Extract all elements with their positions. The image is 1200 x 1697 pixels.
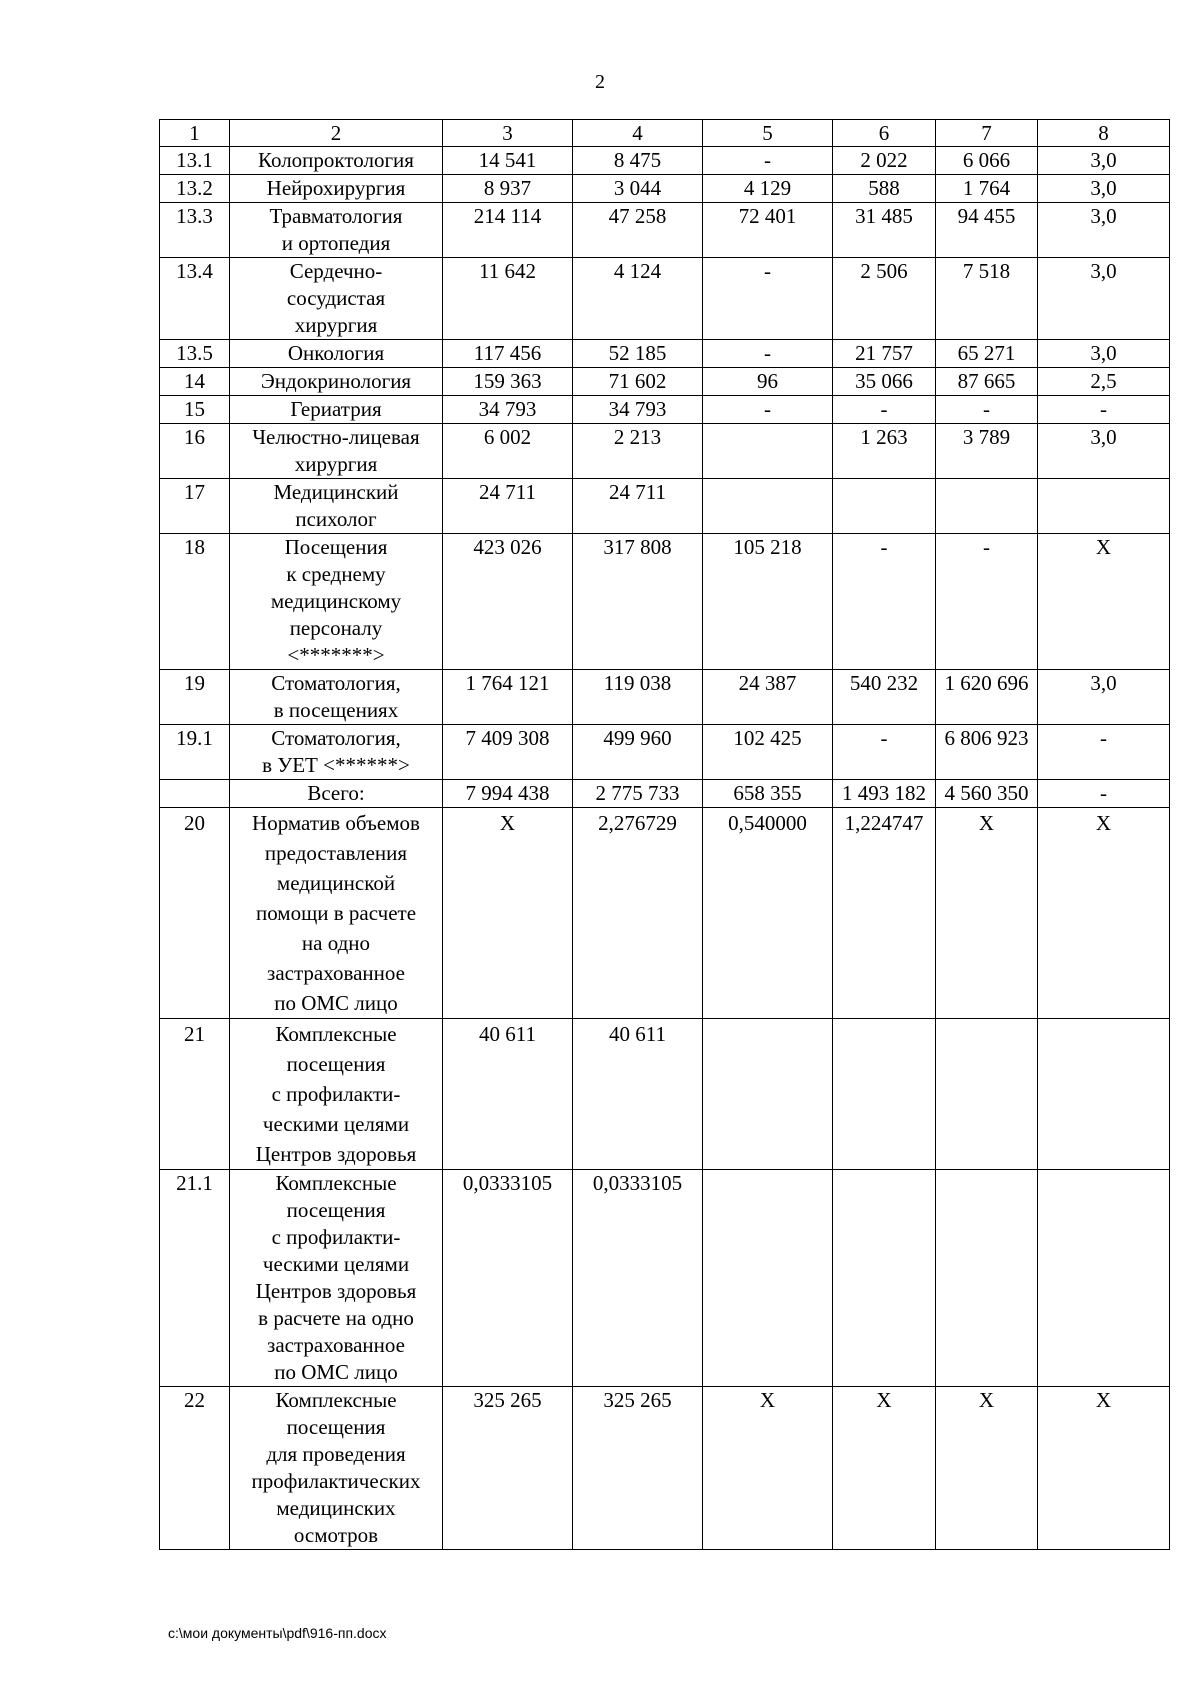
table-cell: 3 044	[573, 175, 703, 203]
table-cell: Гериатрия	[230, 396, 443, 424]
table-cell: Х	[1038, 534, 1170, 670]
table-cell: 94 455	[936, 203, 1038, 258]
table-cell: Х	[443, 808, 573, 1019]
table-cell: 19	[160, 670, 230, 725]
table-cell	[703, 424, 833, 479]
table-cell: 6 806 923	[936, 725, 1038, 780]
table-cell: Колопроктология	[230, 147, 443, 175]
table-cell: 96	[703, 368, 833, 396]
table-cell: 2 506	[833, 258, 936, 340]
table-cell: 540 232	[833, 670, 936, 725]
table-cell: 7 994 438	[443, 780, 573, 808]
table-cell: 21.1	[160, 1170, 230, 1387]
table-cell: 7	[936, 120, 1038, 147]
table-cell: 117 456	[443, 340, 573, 368]
table-row	[160, 424, 1170, 479]
table-cell: Х	[936, 808, 1038, 1019]
table-cell: 3,0	[1038, 258, 1170, 340]
table-row	[160, 479, 1170, 534]
table-cell: 34 793	[573, 396, 703, 424]
table-cell: 2 022	[833, 147, 936, 175]
table-cell: Стоматология, в посещениях	[230, 670, 443, 725]
table-cell: 4 124	[573, 258, 703, 340]
table-cell	[833, 479, 936, 534]
table-cell: 13.3	[160, 203, 230, 258]
table-cell: Стоматология, в УЕТ <******>	[230, 725, 443, 780]
table-cell: 423 026	[443, 534, 573, 670]
table-cell: 21 757	[833, 340, 936, 368]
table-cell: 0,0333105	[573, 1170, 703, 1387]
table-row	[160, 396, 1170, 424]
table-cell: 11 642	[443, 258, 573, 340]
table-cell: 16	[160, 424, 230, 479]
table-cell: 5	[703, 120, 833, 147]
table-cell	[833, 1019, 936, 1170]
table-cell: 24 387	[703, 670, 833, 725]
table-cell: 24 711	[573, 479, 703, 534]
table-row	[160, 670, 1170, 725]
table-cell: -	[1038, 780, 1170, 808]
table-cell: 20	[160, 808, 230, 1019]
table-cell: Х	[833, 1387, 936, 1550]
table-cell	[936, 1019, 1038, 1170]
table-cell	[833, 1170, 936, 1387]
table-cell: 0,0333105	[443, 1170, 573, 1387]
table-cell: 4	[573, 120, 703, 147]
table-cell: Х	[1038, 808, 1170, 1019]
table-cell	[1038, 479, 1170, 534]
table-body	[160, 120, 1170, 1550]
table-cell: 119 038	[573, 670, 703, 725]
table-cell: -	[1038, 396, 1170, 424]
page-number: 2	[595, 71, 605, 93]
table-cell: 3 789	[936, 424, 1038, 479]
table-cell: 3,0	[1038, 175, 1170, 203]
table-cell: 13.4	[160, 258, 230, 340]
table-cell: 17	[160, 479, 230, 534]
table-cell: 1 263	[833, 424, 936, 479]
table-cell: 14	[160, 368, 230, 396]
footer-file-path: c:\мои документы\pdf\916-пп.docx	[168, 1625, 387, 1641]
table-row	[160, 368, 1170, 396]
table-row	[160, 175, 1170, 203]
data-table	[159, 119, 1170, 1550]
table-cell: Комплексные посещения для проведения профилактических медицинских осмотров	[230, 1387, 443, 1550]
table-cell: Эндокринология	[230, 368, 443, 396]
table-cell: 3,0	[1038, 147, 1170, 175]
table-cell: 588	[833, 175, 936, 203]
table-cell: 52 185	[573, 340, 703, 368]
table-cell: 7 518	[936, 258, 1038, 340]
table-row	[160, 203, 1170, 258]
table-cell: 35 066	[833, 368, 936, 396]
table-cell	[1038, 1019, 1170, 1170]
table-cell: 71 602	[573, 368, 703, 396]
table-cell: 102 425	[703, 725, 833, 780]
table-cell: -	[703, 147, 833, 175]
table-cell: 1	[160, 120, 230, 147]
table-cell: -	[936, 396, 1038, 424]
table-cell: 1 493 182	[833, 780, 936, 808]
table-cell: 317 808	[573, 534, 703, 670]
table-cell: Челюстно-лицевая хирургия	[230, 424, 443, 479]
table-row	[160, 725, 1170, 780]
table-cell: 0,540000	[703, 808, 833, 1019]
table-cell: 4 560 350	[936, 780, 1038, 808]
table-cell: Сердечно- сосудистая хирургия	[230, 258, 443, 340]
table-cell	[703, 1019, 833, 1170]
table-cell	[703, 479, 833, 534]
table-cell: -	[703, 258, 833, 340]
table-cell: 14 541	[443, 147, 573, 175]
table-cell: -	[833, 534, 936, 670]
table-cell: -	[703, 340, 833, 368]
table-cell: Всего:	[230, 780, 443, 808]
table-cell: 3,0	[1038, 203, 1170, 258]
table-row	[160, 340, 1170, 368]
table-cell: Х	[936, 1387, 1038, 1550]
table-cell: 3,0	[1038, 340, 1170, 368]
table-cell: 499 960	[573, 725, 703, 780]
table-cell: 8 937	[443, 175, 573, 203]
table-cell: 1 620 696	[936, 670, 1038, 725]
table-cell: Посещения к среднему медицинскому персоналу <*******>	[230, 534, 443, 670]
table-cell: 87 665	[936, 368, 1038, 396]
table-cell: 325 265	[443, 1387, 573, 1550]
table-cell: 6	[833, 120, 936, 147]
table-row	[160, 1170, 1170, 1387]
table-cell: 2 775 733	[573, 780, 703, 808]
table-cell: 3,0	[1038, 424, 1170, 479]
table-cell: 658 355	[703, 780, 833, 808]
table-cell: 3,0	[1038, 670, 1170, 725]
table-cell: 2 213	[573, 424, 703, 479]
table-cell: 3	[443, 120, 573, 147]
table-row	[160, 258, 1170, 340]
table-cell: Х	[703, 1387, 833, 1550]
table-cell: 1 764	[936, 175, 1038, 203]
table-cell: 2	[230, 120, 443, 147]
table-cell	[160, 780, 230, 808]
table-cell: Нейрохирургия	[230, 175, 443, 203]
table-cell	[936, 479, 1038, 534]
table-cell: 34 793	[443, 396, 573, 424]
table-cell: 1 764 121	[443, 670, 573, 725]
table-row	[160, 780, 1170, 808]
table-cell: 40 611	[443, 1019, 573, 1170]
table-cell: 7 409 308	[443, 725, 573, 780]
table-cell: 2,276729	[573, 808, 703, 1019]
table-cell: 72 401	[703, 203, 833, 258]
table-cell: 15	[160, 396, 230, 424]
table-cell: Х	[1038, 1387, 1170, 1550]
table-cell	[936, 1170, 1038, 1387]
table-row	[160, 1019, 1170, 1170]
table-header-row	[160, 120, 1170, 147]
table-cell: Травматология и ортопедия	[230, 203, 443, 258]
table-row	[160, 534, 1170, 670]
table-cell: Норматив объемов предоставления медицинской помощи в расчете на одно застрахованное по ОМС лицо	[230, 808, 443, 1019]
table-cell: Медицинский психолог	[230, 479, 443, 534]
table-cell: 13.5	[160, 340, 230, 368]
table-cell: 47 258	[573, 203, 703, 258]
table-cell: 13.2	[160, 175, 230, 203]
table-cell: 21	[160, 1019, 230, 1170]
table-cell: Комплексные посещения с профилакти- ческими целями Центров здоровья	[230, 1019, 443, 1170]
table-row	[160, 1387, 1170, 1550]
table-cell: 2,5	[1038, 368, 1170, 396]
table-cell: 214 114	[443, 203, 573, 258]
table-cell: 6 066	[936, 147, 1038, 175]
table-cell: Комплексные посещения с профилакти- ческими целями Центров здоровья в расчете на одно застрахованное по ОМС лицо	[230, 1170, 443, 1387]
table-cell: 159 363	[443, 368, 573, 396]
table-cell: -	[1038, 725, 1170, 780]
table-cell: 19.1	[160, 725, 230, 780]
table-cell	[703, 1170, 833, 1387]
table-cell: 6 002	[443, 424, 573, 479]
table-cell: 24 711	[443, 479, 573, 534]
table-cell: 18	[160, 534, 230, 670]
table-cell: 8 475	[573, 147, 703, 175]
table-cell: Онкология	[230, 340, 443, 368]
table-cell: 22	[160, 1387, 230, 1550]
table-cell: -	[833, 396, 936, 424]
table-cell: 31 485	[833, 203, 936, 258]
table-cell: 105 218	[703, 534, 833, 670]
table-cell: 13.1	[160, 147, 230, 175]
table-cell: 8	[1038, 120, 1170, 147]
table-cell: -	[703, 396, 833, 424]
table-row	[160, 808, 1170, 1019]
table-cell: -	[936, 534, 1038, 670]
table-cell: 4 129	[703, 175, 833, 203]
table-cell: 40 611	[573, 1019, 703, 1170]
table-cell: 65 271	[936, 340, 1038, 368]
table-cell: 325 265	[573, 1387, 703, 1550]
table-cell	[1038, 1170, 1170, 1387]
table-row	[160, 147, 1170, 175]
table-cell: 1,224747	[833, 808, 936, 1019]
table-cell: -	[833, 725, 936, 780]
